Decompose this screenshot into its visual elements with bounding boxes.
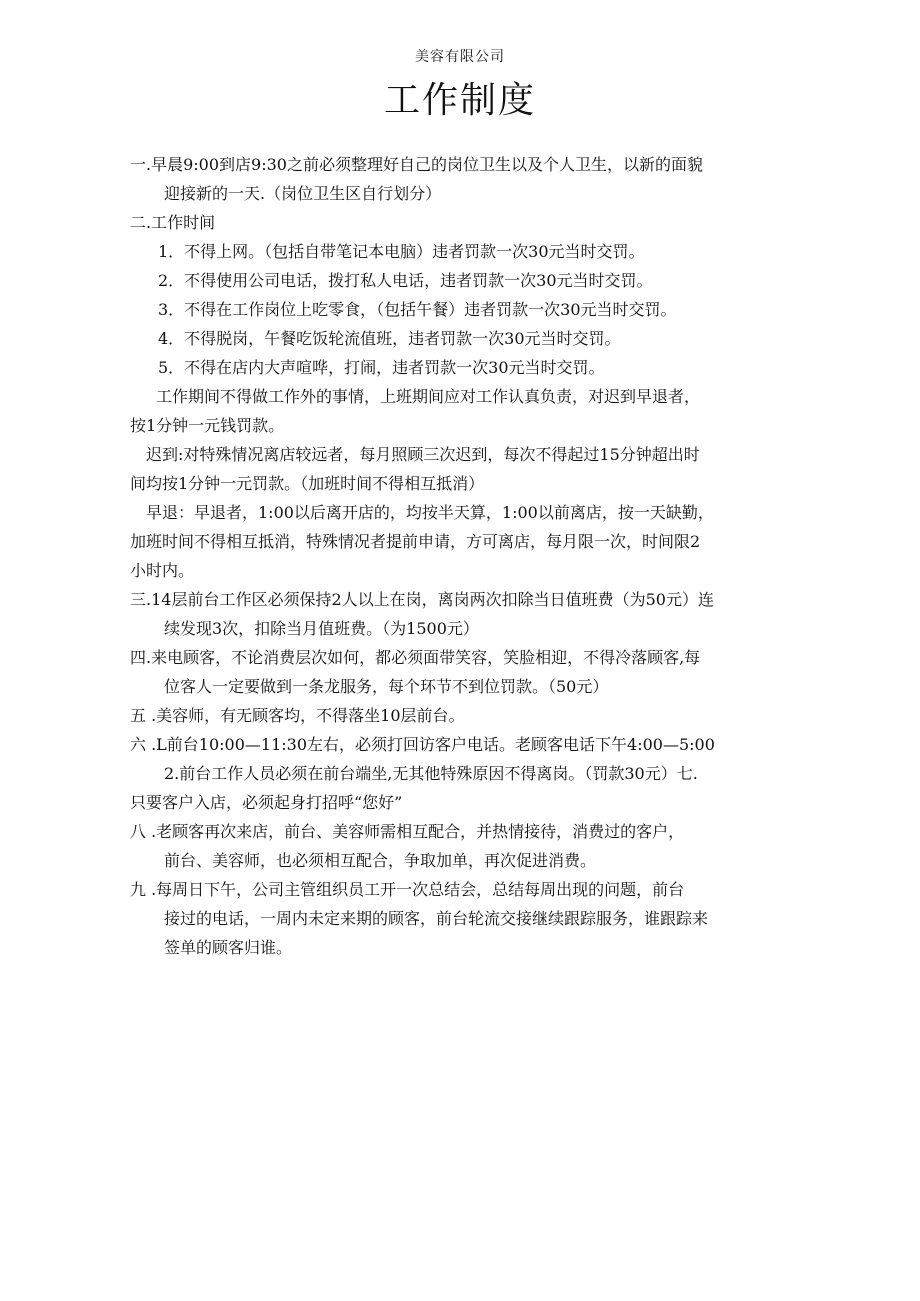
section-2-item: 5．不得在店内大声喧哗，打闹，违者罚款一次30元当时交罚。	[158, 358, 605, 377]
section-8-line: 前台、美容师，也必须相互配合，争取加单，再次促进消费。	[164, 851, 597, 870]
section-2-heading: 二.工作时间	[130, 213, 216, 232]
section-9-line: 接过的电话，一周内未定来期的顾客，前台轮流交接继续跟踪服务，谁跟踪来	[164, 909, 709, 928]
section-6-line: 只要客户入店，必须起身打招呼“您好”	[130, 793, 403, 812]
section-1-line: 一.早晨9:00到店9:30之前必须整理好自己的岗位卫生以及个人卫生，以新的面貌	[130, 155, 703, 174]
early-leave-rule-line: 早退：早退者，1:00以后离开店的，均按半天算，1:00以前离店，按一天缺勤，	[146, 503, 714, 522]
section-6-line: 六 .L前台10:00—11:30左右，必须打回访客户电话。老顾客电话下午4:00—5:00	[130, 735, 715, 754]
late-rule-line: 迟到:对特殊情况离店较远者，每月照顾三次迟到，每次不得起过15分钟超出时	[146, 445, 700, 464]
work-period-paragraph-line: 按1分钟一元钱罚款。	[130, 416, 285, 435]
section-8-line: 八 .老顾客再次来店，前台、美容师需相互配合，并热情接待，消费过的客户，	[130, 822, 685, 841]
section-9-line: 九 .每周日下午，公司主管组织员工开一次总结会，总结每周出现的问题，前台	[130, 880, 685, 899]
section-9-line: 签单的顾客归谁。	[164, 938, 293, 957]
early-leave-rule-line: 小时内。	[130, 561, 195, 580]
document-body	[130, 150, 810, 962]
section-3-line: 续发现3次，扣除当月值班费。（为1500元）	[164, 619, 479, 638]
early-leave-rule-line: 加班时间不得相互抵消，特殊情况者提前申请，方可离店，每月限一次，时间限2	[130, 532, 701, 551]
section-6-line: 2.前台工作人员必须在前台端坐,无其他特殊原因不得离岗。（罚款30元）七.	[164, 764, 698, 783]
page-title: 工作制度	[383, 80, 536, 121]
section-1-line: 迎接新的一天.（岗位卫生区自行划分）	[164, 184, 442, 203]
section-4-line: 四.来电顾客，不论消费层次如何，都必须面带笑容，笑脸相迎，不得冷落顾客,每	[130, 648, 701, 667]
section-5-line: 五 .美容师，有无顾客均，不得落坐10层前台。	[130, 706, 465, 725]
work-period-paragraph-line: 工作期间不得做工作外的事情，上班期间应对工作认真负责，对迟到早退者，	[156, 387, 701, 406]
section-2-item: 3．不得在工作岗位上吃零食，（包括午餐）违者罚款一次30元当时交罚。	[158, 300, 677, 319]
section-2-item: 4．不得脱岗，午餐吃饭轮流值班，违者罚款一次30元当时交罚。	[158, 329, 621, 348]
section-2-item: 2．不得使用公司电话，拨打私人电话，违者罚款一次30元当时交罚。	[158, 271, 653, 290]
section-3-line: 三.14层前台工作区必须保持2人以上在岗，离岗两次扣除当日值班费（为50元）连	[130, 590, 714, 609]
late-rule-line: 间均按1分钟一元罚款。（加班时间不得相互抵消）	[130, 474, 485, 493]
section-2-item: 1．不得上网。（包括自带笔记本电脑）违者罚款一次30元当时交罚。	[158, 242, 645, 261]
company-name: 美容有限公司	[415, 49, 505, 65]
section-4-line: 位客人一定要做到一条龙服务，每个环节不到位罚款。（50元）	[164, 677, 609, 696]
